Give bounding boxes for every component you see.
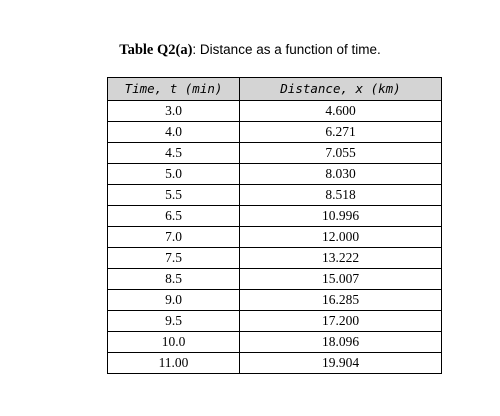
table-row — [108, 185, 442, 206]
table-row — [108, 206, 442, 227]
table-caption-text: : Distance as a function of time. — [192, 42, 381, 57]
time-cell: 11.00 — [108, 353, 240, 374]
table-row — [108, 227, 442, 248]
table-row — [108, 332, 442, 353]
table-row — [108, 353, 442, 374]
time-cell: 8.5 — [108, 269, 240, 290]
header-distance: Distance, x (km) — [240, 78, 442, 101]
table-row — [108, 290, 442, 311]
distance-cell: 18.096 — [240, 332, 442, 353]
distance-cell: 16.285 — [240, 290, 442, 311]
table-body — [108, 101, 442, 374]
time-cell: 10.0 — [108, 332, 240, 353]
table-row — [108, 311, 442, 332]
time-cell: 5.5 — [108, 185, 240, 206]
distance-cell: 12.000 — [240, 227, 442, 248]
distance-cell: 13.222 — [240, 248, 442, 269]
time-cell: 9.5 — [108, 311, 240, 332]
time-cell: 6.5 — [108, 206, 240, 227]
distance-cell: 19.904 — [240, 353, 442, 374]
table-row — [108, 143, 442, 164]
table-caption — [0, 41, 500, 59]
distance-cell: 10.996 — [240, 206, 442, 227]
table-row — [108, 269, 442, 290]
table-header-row — [108, 78, 442, 101]
time-cell: 9.0 — [108, 290, 240, 311]
table-row — [108, 101, 442, 122]
distance-cell: 7.055 — [240, 143, 442, 164]
table-caption-label: Table Q2(a) — [119, 42, 193, 58]
table-row — [108, 164, 442, 185]
distance-cell: 6.271 — [240, 122, 442, 143]
distance-cell: 8.030 — [240, 164, 442, 185]
distance-cell: 17.200 — [240, 311, 442, 332]
time-cell: 7.5 — [108, 248, 240, 269]
distance-time-table — [107, 77, 442, 374]
table-row — [108, 122, 442, 143]
time-cell: 3.0 — [108, 101, 240, 122]
header-time: Time, t (min) — [108, 78, 240, 101]
distance-cell: 15.007 — [240, 269, 442, 290]
time-cell: 4.0 — [108, 122, 240, 143]
time-cell: 5.0 — [108, 164, 240, 185]
distance-cell: 8.518 — [240, 185, 442, 206]
table-row — [108, 248, 442, 269]
time-cell: 4.5 — [108, 143, 240, 164]
distance-cell: 4.600 — [240, 101, 442, 122]
time-cell: 7.0 — [108, 227, 240, 248]
